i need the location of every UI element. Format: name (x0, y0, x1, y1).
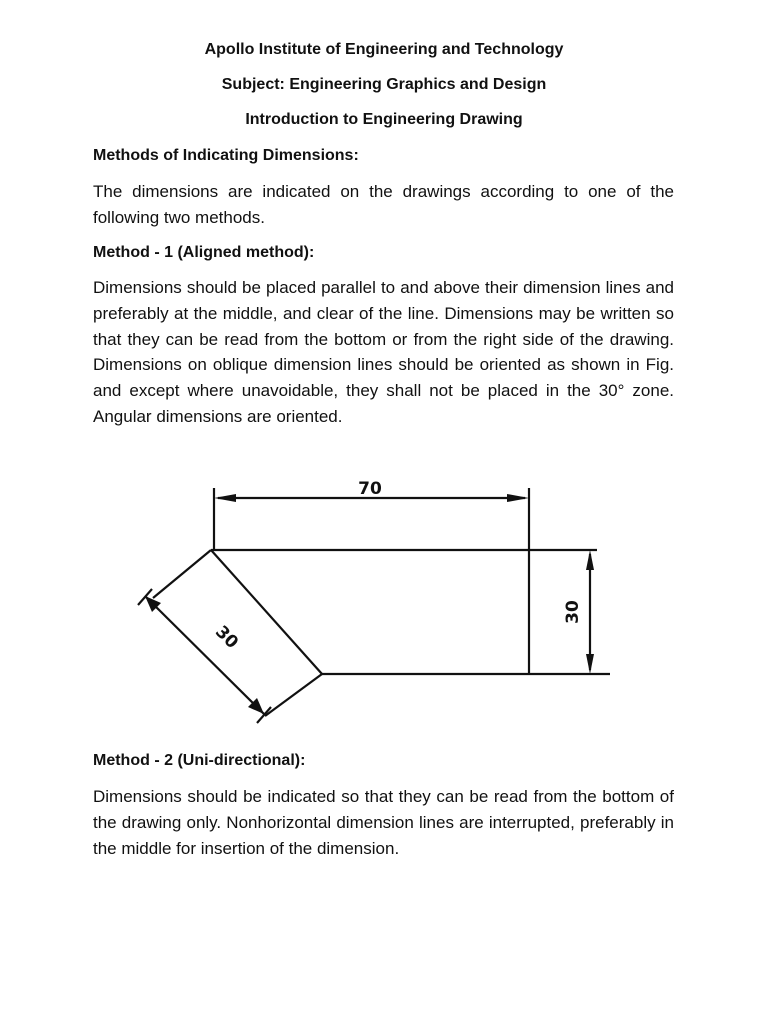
method1-heading: Method - 1 (Aligned method): (93, 244, 315, 261)
method2-heading: Method - 2 (Uni-directional): (93, 752, 306, 769)
outline-oblique-bottom (265, 674, 322, 716)
arrowhead (586, 654, 594, 674)
section-heading: Methods of Indicating Dimensions: (93, 147, 359, 164)
dimension-30-oblique-label: 30 (211, 622, 242, 653)
institute-title: Apollo Institute of Engineering and Technology (204, 41, 564, 58)
method2-paragraph: Dimensions should be indicated so that they can be read from the bottom of the drawing only. Nonhorizontal dimension lines are interrupted, preferably in the middle for insertion of the dimension. (93, 787, 674, 858)
subject-title: Subject: Engineering Graphics and Design (221, 76, 547, 93)
outline-oblique-top (153, 550, 211, 598)
intro-paragraph: The dimensions are indicated on the drawings according to one of the following two methods. (93, 182, 674, 227)
dimension-line-oblique (145, 596, 264, 714)
outline-oblique-right (211, 550, 322, 674)
arrowhead (214, 494, 236, 502)
dimension-70-label: 70 (358, 479, 382, 499)
dimension-30-right-label: 30 (563, 600, 583, 624)
arrowhead (586, 550, 594, 570)
topic-title: Introduction to Engineering Drawing (245, 111, 523, 128)
method1-paragraph: Dimensions should be placed parallel to and above their dimension lines and preferably at the middle, and clear of the line. Dimensions may be written so that they can be read from the bottom or from the right side of the drawing. Dimensions on oblique dimension lines should be oriented as shown in Fig. and except where unavoidable, they shall not be placed in the 30° zone. Angular dimensions are oriented. (93, 278, 674, 426)
arrowhead (507, 494, 529, 502)
